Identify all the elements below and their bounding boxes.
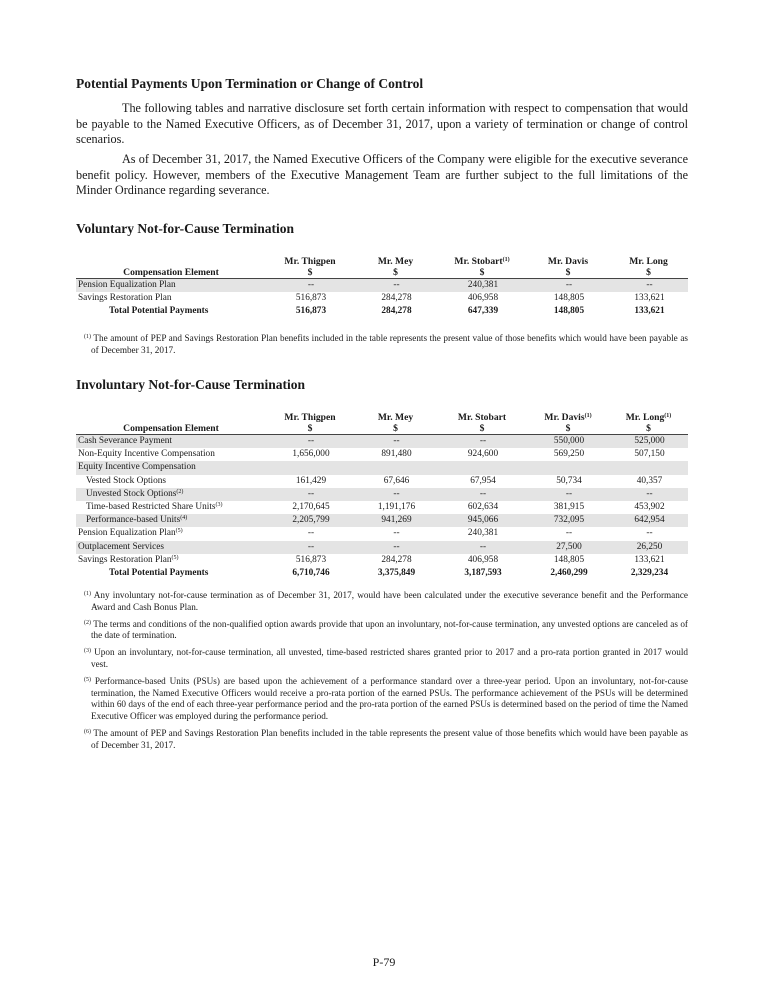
section-title: Potential Payments Upon Termination or Change of Control [76,76,424,91]
column-header: Mr. Mey $ [354,412,437,435]
footnote: $^{(1)}$ Any involuntary not-for-cause termination as of December 31, 2017, would have been calculated under the executive severance benefit and the Performance Award and Cash Bonus Plan. [84,590,688,612]
table-header-row [76,256,688,279]
table-row: Time-based Restricted Share Units$^{(3)}$ 2,170,645 1,191,176 602,634 381,915 453,902 [86,502,665,513]
table-row: Unvested Stock Options$^{(2)}$ -- -- -- -- -- [76,488,688,501]
table-row: Pension Equalization Plan$^{(5)}$ -- -- 240,381 -- -- [78,528,653,539]
table-header-row [76,412,688,435]
involuntary-footnotes [84,590,688,757]
footnote: $^{(5)}$ Performance-based Units (PSUs) are based upon the achievement of a performance standard over a three-year period. Upon an involuntary, not-for-cause termination, the Named Executive Officers would receive a pro-rata portion of the earned PSUs. The performance achievement of the PSUs will be determined within 60 days of the end of each three-year performance period and the pro-rata portion of the earned PSUs is determined based on the period of time the Named Executive Officer was employed during the performance period. [84,675,688,722]
table-row: Equity Incentive Compensation [76,461,688,474]
table-row: Vested Stock Options 161,429 67,646 67,954 50,734 40,357 [86,475,663,486]
table-row: Cash Severance Payment -- -- -- 550,000 525,000 [76,435,688,449]
column-header: Mr. Long $ [609,256,688,279]
voluntary-title: Voluntary Not-for-Cause Termination [76,221,295,236]
page-number: P-79 [372,955,396,969]
column-header: Mr. Davis$^{(1)}$ $ [527,412,609,435]
intro-paragraph-1: The following tables and narrative disclosure set forth certain information with respect to compensation that would be payable to the Named Executive Officers, as of December 31, 2017, upon a variety of termination or change of control scenarios. [76,101,688,147]
column-header-element: Compensation Element [76,412,266,435]
total-row: Total Potential Payments 6,710,746 3,375,849 3,187,593 2,460,299 2,329,234 [109,568,669,579]
column-header: Mr. Long$^{(1)}$ $ [609,412,688,435]
column-header: Mr. Stobart $ [437,412,527,435]
table-row: Performance-based Units$^{(4)}$ 2,205,799 941,269 945,066 732,095 642,954 [76,514,688,527]
table-row: Outplacement Services -- -- -- 27,500 26,250 [76,541,688,554]
table-row: Savings Restoration Plan 516,873 284,278 406,958 148,805 133,621 [78,293,665,304]
involuntary-title: Involuntary Not-for-Cause Termination [76,377,306,392]
column-header: Mr. Thigpen $ [266,412,354,435]
table-row: Non-Equity Incentive Compensation 1,656,000 891,480 924,600 569,250 507,150 [78,449,665,460]
table-row: Pension Equalization Plan -- -- 240,381 -- -- [76,279,688,293]
footnote: $^{(3)}$ Upon an involuntary, not-for-cause termination, all unvested, time-based restricted shares granted prior to 2017 and a pro-rata portion granted in 2017 would vest. [84,647,688,669]
total-row: Total Potential Payments 516,873 284,278 647,339 148,805 133,621 [109,306,665,317]
table-row: Savings Restoration Plan$^{(5)}$ 516,873 284,278 406,958 148,805 133,621 [78,554,665,565]
footnote: $^{(6)}$ The amount of PEP and Savings Restoration Plan benefits included in the table represents the present value of those benefits which would have been payable as of December 31, 2017. [84,727,688,750]
column-header: Mr. Mey $ [354,256,437,279]
intro-paragraph-2: As of December 31, 2017, the Named Executive Officers of the Company were eligible for the executive severance benefit policy. However, members of the Executive Management Team are further subject to the full limitations of the Minder Ordinance regarding severance. [76,152,688,198]
voluntary-footnotes [84,333,688,362]
footnote: $^{(1)}$ The amount of PEP and Savings Restoration Plan benefits included in the table represents the present value of those benefits which would have been payable as of December 31, 2017. [84,333,688,355]
column-header: Mr. Stobart$^{(1)}$ $ [437,256,527,279]
involuntary-table [76,412,688,580]
footnote: $^{(2)}$ The terms and conditions of the non-qualified option awards provide that upon an involuntary, not-for-cause termination, any unvested options are canceled as of the date of termination. [84,618,688,641]
column-header-element: Compensation Element [76,256,266,279]
voluntary-table [76,256,688,319]
column-header: Mr. Thigpen $ [266,256,354,279]
column-header: Mr. Davis $ [527,256,609,279]
